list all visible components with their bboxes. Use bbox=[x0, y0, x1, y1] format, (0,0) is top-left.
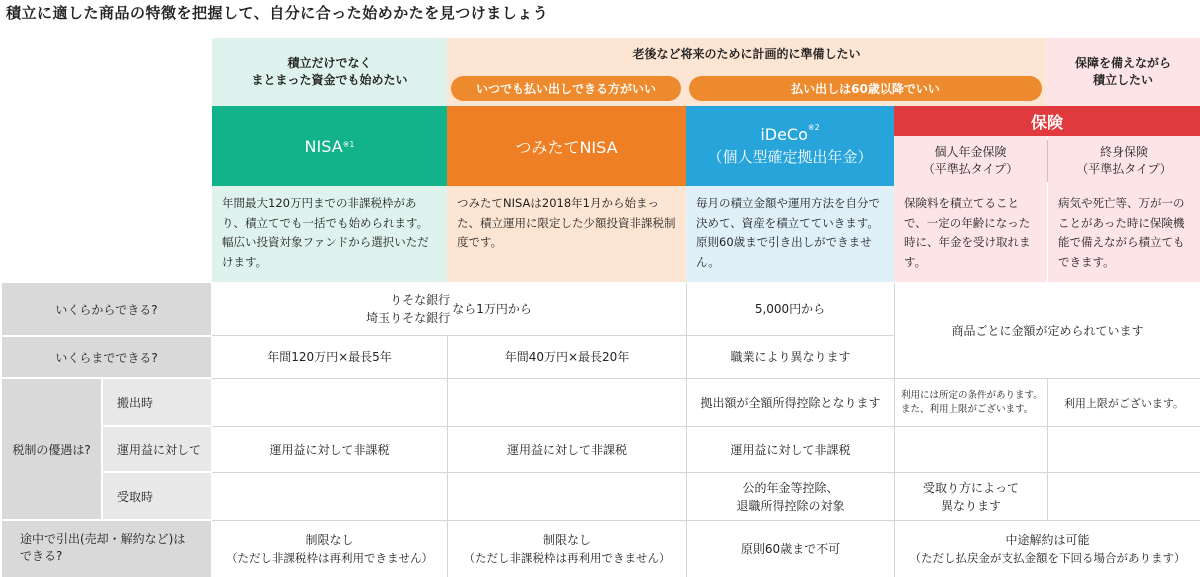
row-label-withdraw-line2: できる? bbox=[20, 549, 63, 563]
product-ideco-name: iDeCo bbox=[760, 125, 808, 144]
row-label-withdraw bbox=[2, 521, 211, 577]
cell-min-max-insurance: 商品ごとに金額が定められています bbox=[951, 323, 1144, 338]
product-insurance-header bbox=[894, 106, 1200, 136]
cell-withdraw-insurance bbox=[895, 521, 1200, 577]
pill-after-60: 払い出しは60歳以降でいい bbox=[689, 76, 1042, 101]
product-tsumitate-name: つみたてNISA bbox=[515, 137, 618, 157]
cell-receipt-pension-line1: 受取り方によって bbox=[922, 480, 1019, 495]
row-label-max: いくらまでできる? bbox=[2, 337, 211, 377]
desc-pension: 保険料を積立てることで、一定の年齢になった時に、年金を受け取れます。 bbox=[904, 196, 1031, 269]
product-wholelife-header bbox=[1048, 136, 1200, 186]
cell-max-tsumitate: 年間40万円×最長20年 bbox=[504, 350, 630, 364]
cell-min-nisa-tsumitate bbox=[212, 283, 686, 335]
product-nisa-header bbox=[212, 106, 447, 186]
desc-wholelife-box bbox=[1048, 186, 1200, 282]
cell-contrib-whole: 利用上限がございます。 bbox=[1063, 396, 1185, 410]
goal-retirement-text: 老後など将来のために計画的に準備したい bbox=[632, 46, 861, 61]
product-ideco-subname: （個人型確定拠出年金） bbox=[707, 148, 873, 166]
cell-withdraw-nisa-line2: （ただし非課税枠は再利用できません） bbox=[226, 551, 433, 565]
product-insurance-name: 保険 bbox=[1030, 112, 1063, 132]
desc-tsumitate: つみたてNISAは2018年1月から始まった、積立運用に限定した少額投資非課税制度です。 bbox=[457, 196, 676, 249]
row-label-tax-contribution: 搬出時 bbox=[103, 379, 211, 425]
cell-withdraw-tsumitate-line1: 制限なし bbox=[542, 533, 591, 547]
cell-max-nisa: 年間120万円×最長5年 bbox=[267, 350, 392, 364]
desc-nisa: 年間最大120万円までの非課税枠があり、積立てでも一括でも始められます。幅広い投資対象ファンドから選択いただけます。 bbox=[222, 196, 429, 269]
cell-min-ideco: 5,000円から bbox=[754, 302, 826, 316]
row-label-tax-receipt: 受取時 bbox=[103, 473, 211, 519]
cell-receipt-pension bbox=[895, 473, 1047, 520]
goal-lump-sum-line2: まとまった資金でも始めたい bbox=[251, 73, 408, 87]
cell-contrib-pension bbox=[895, 379, 1047, 426]
cell-min-bank2: 埼玉りそな銀行 bbox=[366, 311, 451, 325]
row-label-min: いくらからできる? bbox=[2, 283, 211, 335]
cell-withdraw-ideco: 原則60歳まで不可 bbox=[740, 542, 841, 556]
product-ideco-note: ※2 bbox=[807, 123, 820, 132]
cell-withdraw-tsumitate-line2: （ただし非課税枠は再利用できません） bbox=[463, 551, 671, 565]
cell-withdraw-insurance-line2: （ただし払戻金が支払金額を下回る場合があります） bbox=[909, 551, 1186, 565]
product-pension-subname: （平準払タイプ） bbox=[922, 162, 1019, 176]
pill-anytime: いつでも払い出しできる方がいい bbox=[451, 76, 681, 101]
cell-receipt-ideco bbox=[687, 473, 894, 520]
desc-tsumitate-box bbox=[447, 186, 686, 282]
cell-receipt-pension-line2: 異なります bbox=[940, 498, 1001, 513]
cell-min-amount: なら1万円から bbox=[452, 302, 532, 316]
cell-contrib-pension-line1: 利用には所定の条件があります。 bbox=[901, 389, 1043, 401]
cell-withdraw-insurance-line1: 中途解約は可能 bbox=[1005, 533, 1090, 547]
row-label-withdraw-line1: 途中で引出(売却・解約など)は bbox=[20, 532, 186, 546]
product-wholelife-name: 終身保険 bbox=[1099, 145, 1148, 159]
cell-gains-ideco: 運用益に対して非課税 bbox=[730, 442, 851, 457]
product-pension-header bbox=[894, 136, 1047, 186]
product-nisa-note: ※1 bbox=[342, 139, 355, 149]
cell-contrib-ideco: 拠出額が全額所得控除となります bbox=[700, 395, 881, 410]
cell-min-bank1: りそな銀行 bbox=[390, 293, 451, 307]
product-pension-name: 個人年金保険 bbox=[934, 145, 1007, 159]
product-ideco-header bbox=[686, 106, 894, 186]
cell-withdraw-nisa bbox=[212, 521, 447, 577]
goal-lump-sum bbox=[212, 38, 447, 106]
goal-retirement bbox=[447, 38, 1046, 106]
product-tsumitate-header bbox=[447, 106, 686, 186]
cell-max-ideco: 職業により異なります bbox=[730, 350, 851, 364]
cell-min-banks bbox=[366, 291, 450, 327]
cell-withdraw-nisa-line1: 制限なし bbox=[305, 533, 354, 547]
desc-nisa-box bbox=[212, 186, 447, 282]
goal-insurance-line1: 保障を備えながら bbox=[1074, 56, 1171, 70]
product-wholelife-subname: （平準払タイプ） bbox=[1076, 162, 1172, 176]
page-title: 積立に適した商品の特徴を把握して、自分に合った始めかたを見つけましょう bbox=[6, 4, 549, 22]
desc-pension-box bbox=[894, 186, 1047, 282]
insurance-divider bbox=[1047, 140, 1048, 182]
product-nisa-name: NISA bbox=[304, 136, 343, 156]
goal-insurance bbox=[1046, 38, 1200, 106]
desc-wholelife: 病気や死亡等、万が一のことがあった時に保険機能で備えながら積立てもできます。 bbox=[1058, 196, 1185, 269]
cell-receipt-ideco-line2: 退職所得控除の対象 bbox=[736, 498, 845, 513]
desc-ideco: 毎月の積立金額や運用方法を自分で決めて、資産を積立てていきます。原則60歳まで引き出しができません。 bbox=[696, 196, 880, 269]
row-label-tax-gains: 運用益に対して bbox=[103, 427, 211, 471]
cell-contrib-pension-line2: また、利用上限がございます。 bbox=[901, 403, 1034, 415]
goal-insurance-line2: 積立したい bbox=[1092, 73, 1153, 87]
cell-withdraw-tsumitate bbox=[448, 521, 686, 577]
cell-gains-tsumitate: 運用益に対して非課税 bbox=[506, 442, 627, 457]
goal-lump-sum-line1: 積立だけでなく bbox=[287, 56, 372, 70]
row-label-tax: 税制の優遇は? bbox=[2, 379, 101, 519]
cell-gains-nisa: 運用益に対して非課税 bbox=[269, 442, 390, 457]
cell-receipt-ideco-line1: 公的年金等控除、 bbox=[742, 480, 839, 495]
desc-ideco-box bbox=[686, 186, 894, 282]
